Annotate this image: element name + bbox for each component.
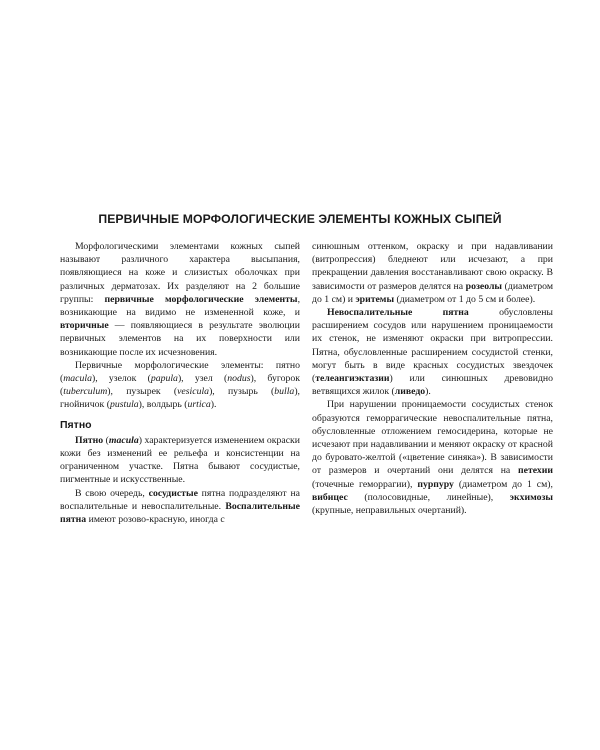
paragraph-spot-definition: Пятно (macula) характеризуется изменением окраски кожи без изменений ее рельефа и консистенции на ограниченном участке. Пятна бывают сосудистые, пигментные и искусственные.	[60, 434, 300, 486]
right-column	[312, 240, 553, 517]
paragraph-inflammatory-cont: синюшным оттенком, окраску и при надавливании (витропрессия) бледнеют или исчезают, а при прекращении давления восстанавливают свою окраску. В зависимости от размеров делятся на розеолы (диаметром до 1 см) и эритемы (диаметром от 1 до 5 см и более).	[312, 241, 553, 305]
paragraph-noninflammatory: Невоспалительные пятна обусловлены расширением сосудов или нарушением проницаемости их стенок, не изменяют окраски при витропрессии. Пятна, обусловленные расширением сосудистой стенки, могут быть в виде красных сосудистых звездочек (телеангиэктазии) или синюшных древовидно ветвящихся жилок (ливедо).	[312, 307, 553, 398]
left-column	[60, 240, 300, 526]
page-title: ПЕРВИЧНЫЕ МОРФОЛОГИЧЕСКИЕ ЭЛЕМЕНТЫ КОЖНЫХ СЫПЕЙ	[98, 212, 502, 226]
paragraph-intro: Морфологическими элементами кожных сыпей называют различного характера высыпания, появляющиеся на коже и слизистых оболочках при различных дерматозах. Их разделяют на 2 большие группы: первичные морфологические элементы, возникающие на видимо не измененной коже, и вторичные — появляющиеся в результате эволюции первичных элементов на их поверхности или возникающие после их исчезновения.	[60, 241, 300, 358]
paragraph-primary-elements: Первичные морфологические элементы: пятно (macula), узелок (papula), узел (nodus), бугорок (tuberculum), пузырек (vesicula), пузырь (bulla), гнойничок (pustula), волдырь (urtica).	[60, 359, 300, 411]
section-heading-spot: Пятно	[60, 418, 92, 431]
paragraph-vascular-spots: В свою очередь, сосудистые пятна подразделяют на воспалительные и невоспалительные. Воспалительные пятна имеют розово-красную, иногда с	[60, 487, 300, 526]
paragraph-hemorrhagic: При нарушении проницаемости сосудистых стенок образуются геморрагические невоспалительные пятна, обусловленные отложением гемосидерина, которые не исчезают при надавливании и меняют окраску от красной до буровато-желтой («цветение синяка»). В зависимости от размеров и очертаний они делятся на петехии (точечные геморрагии), пурпуру (диаметром до 1 см), вибицес (полосовидные, линейные), экхимозы (крупные, неправильных очертаний).	[312, 399, 553, 517]
